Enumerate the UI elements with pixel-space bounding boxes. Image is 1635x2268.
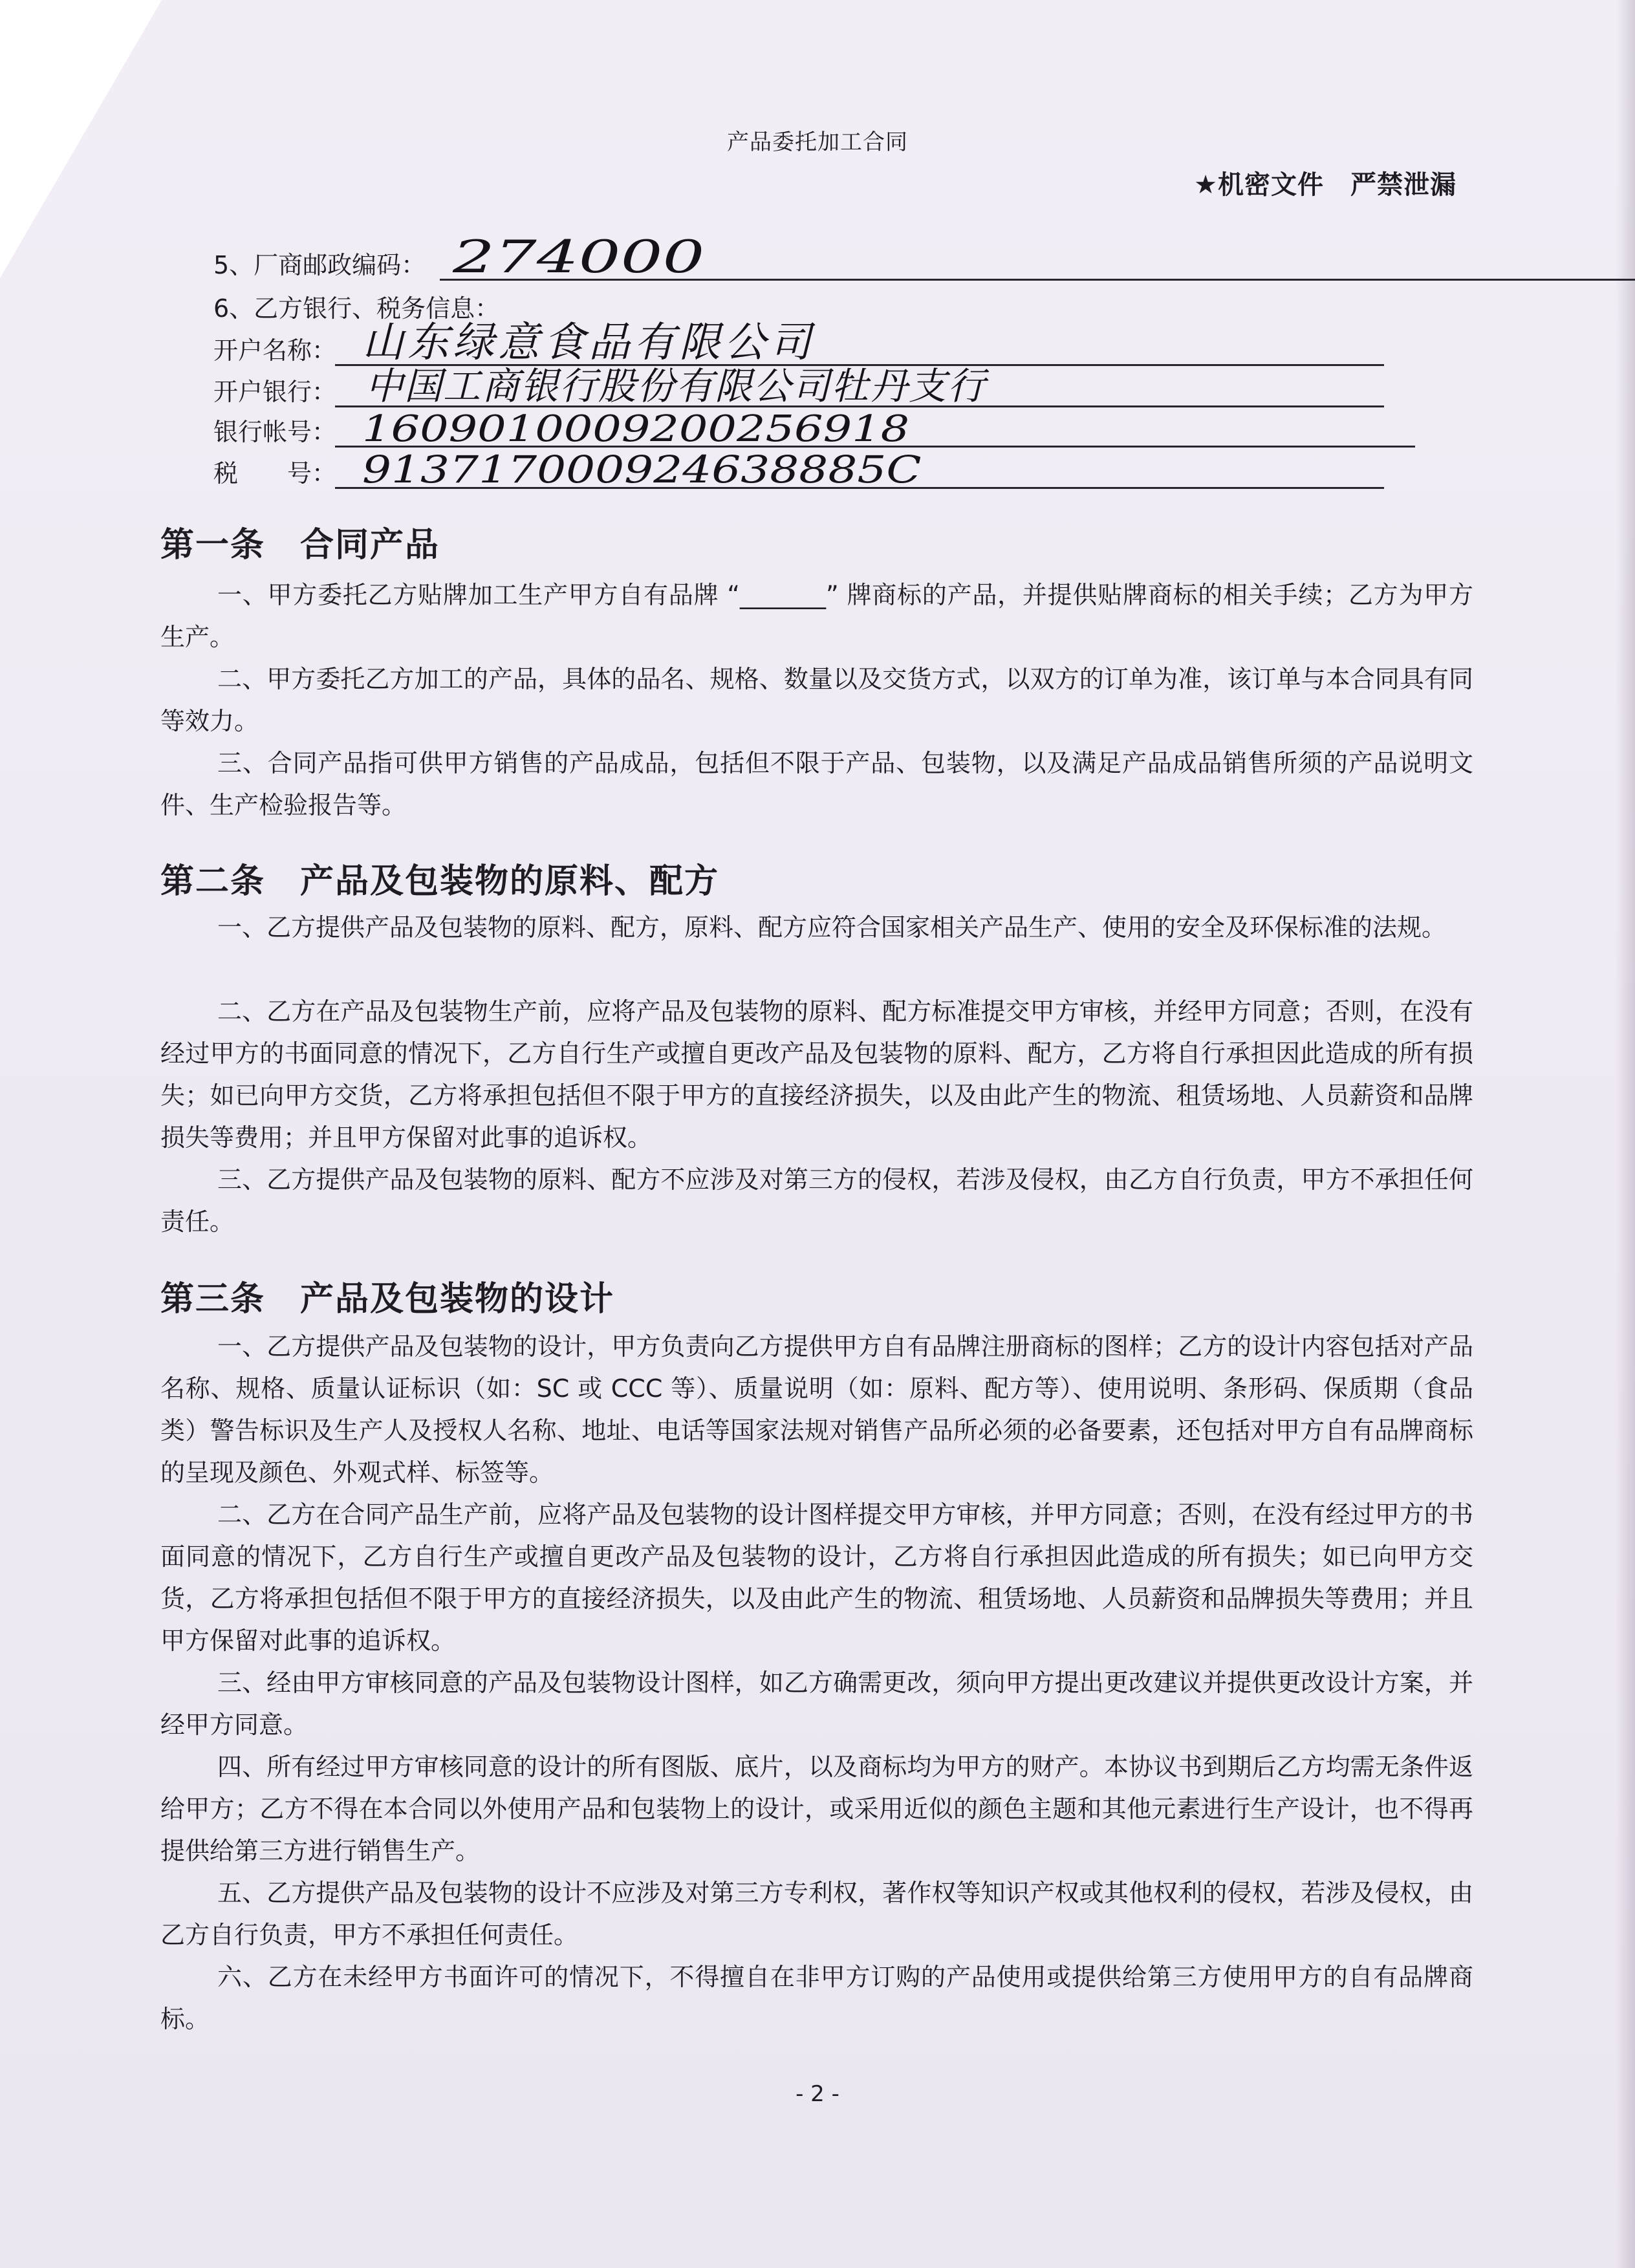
document-title: 产品委托加工合同 (727, 129, 908, 155)
article-2-para-2: 二、乙方在产品及包装物生产前，应将产品及包装物的原料、配方标准提交甲方审核，并经甲方同意；否则，在没有经过甲方的书面同意的情况下，乙方自行生产或擅自更改产品及包装物的原料、配方，乙方将自行承担因此造成的所有损失；如已向甲方交货，乙方将承担包括但不限于甲方的直接经济损失，以及由此产生的物流、租赁场地、人员薪资和品牌损失等费用；并且甲方保留对此事的追诉权。 (160, 997, 1473, 1152)
article-2-heading: 第二条 产品及包装物的原料、配方 (160, 862, 720, 901)
account-name-handwriting: 山东绿意食品有限公司 (362, 319, 815, 367)
article-3-para-1: 一、乙方提供产品及包装物的设计，甲方负责向乙方提供甲方自有品牌注册商标的图样；乙方的设计内容包括对产品名称、规格、质量认证标识（如：SC 或 CCC 等）、质量说明（如：原料、配方等）、使用说明、条形码、保质期（食品类）警告标识及生产人及授权人名称、地址、电话等国家法规对销售产品所必须的必备要素，还包括对甲方自有品牌商标的呈现及颜色、外观式样、标签等。 (160, 1332, 1473, 1487)
article-1-para-1: 一、甲方委托乙方贴牌加工生产甲方自有品牌 “_______” 牌商标的产品，并提供贴牌商标的相关手续；乙方为甲方生产。 (160, 581, 1473, 651)
bank-handwriting: 中国工商银行股份有限公司牡丹支行 (365, 364, 987, 408)
article-2-para-1: 一、乙方提供产品及包装物的原料、配方，原料、配方应符合国家相关产品生产、使用的安全及环保标准的法规。 (217, 913, 1447, 942)
confidential-notice: ★机密文件 严禁泄漏 (1194, 170, 1456, 200)
article-3-para-3: 三、经由甲方审核同意的产品及包装物设计图样，如乙方确需更改，须向甲方提出更改建议并提供更改设计方案，并经甲方同意。 (160, 1669, 1473, 1739)
article-3-para-5: 五、乙方提供产品及包装物的设计不应涉及对第三方专利权，著作权等知识产权或其他权利的侵权，若涉及侵权，由乙方自行负责，甲方不承担任何责任。 (160, 1879, 1473, 1949)
article-1-para-3: 三、合同产品指可供甲方销售的产品成品，包括但不限于产品、包装物，以及满足产品成品销售所须的产品说明文件、生产检验报告等。 (160, 749, 1473, 819)
account-number-handwriting: 1609010009200256918 (362, 408, 910, 450)
account-number-label: 银行帐号： (213, 418, 337, 446)
account-number-row (213, 408, 1475, 451)
tax-number-label: 税 号： (213, 459, 337, 488)
tax-number-handwriting: 913717000924638885C (362, 448, 922, 491)
article-3-heading: 第三条 产品及包装物的设计 (160, 1280, 615, 1319)
postal-code-row (213, 231, 1475, 285)
page-edge-shadow (1616, 0, 1635, 2268)
bank-tax-label: 6、乙方银行、税务信息： (213, 294, 500, 323)
bank-row (213, 364, 1475, 411)
article-3-para-4: 四、所有经过甲方审核同意的设计的所有图版、底片，以及商标均为甲方的财产。本协议书到期后乙方均需无条件返给甲方；乙方不得在本合同以外使用产品和包装物上的设计，或采用近似的颜色主题和其他元素进行生产设计，也不得再提供给第三方进行销售生产。 (160, 1753, 1473, 1865)
page-number: - 2 - (796, 2081, 839, 2107)
article-2-para-3: 三、乙方提供产品及包装物的原料、配方不应涉及对第三方的侵权，若涉及侵权，由乙方自行负责，甲方不承担任何责任。 (160, 1165, 1473, 1236)
account-name-label: 开户名称： (213, 336, 337, 365)
postal-code-label: 5、厂商邮政编码： (213, 251, 426, 279)
article-1-heading: 第一条 合同产品 (160, 526, 440, 565)
article-3-para-2: 二、乙方在合同产品生产前，应将产品及包装物的设计图样提交甲方审核，并甲方同意；否则，在没有经过甲方的书面同意的情况下，乙方自行生产或擅自更改产品及包装物的设计，乙方将自行承担因此造成的所有损失；如已向甲方交货，乙方将承担包括但不限于甲方的直接经济损失，以及由此产生的物流、租赁场地、人员薪资和品牌损失等费用；并且甲方保留对此事的追诉权。 (160, 1500, 1473, 1655)
article-1-para-2: 二、甲方委托乙方加工的产品，具体的品名、规格、数量以及交货方式，以双方的订单为准，该订单与本合同具有同等效力。 (160, 665, 1473, 735)
postal-code-handwriting: 274000 (453, 231, 705, 283)
bank-label: 开户银行： (213, 378, 337, 406)
article-3-para-6: 六、乙方在未经甲方书面许可的情况下，不得擅自在非甲方订购的产品使用或提供给第三方使用甲方的自有品牌商标。 (160, 1963, 1473, 2033)
tax-number-row (213, 448, 1475, 493)
